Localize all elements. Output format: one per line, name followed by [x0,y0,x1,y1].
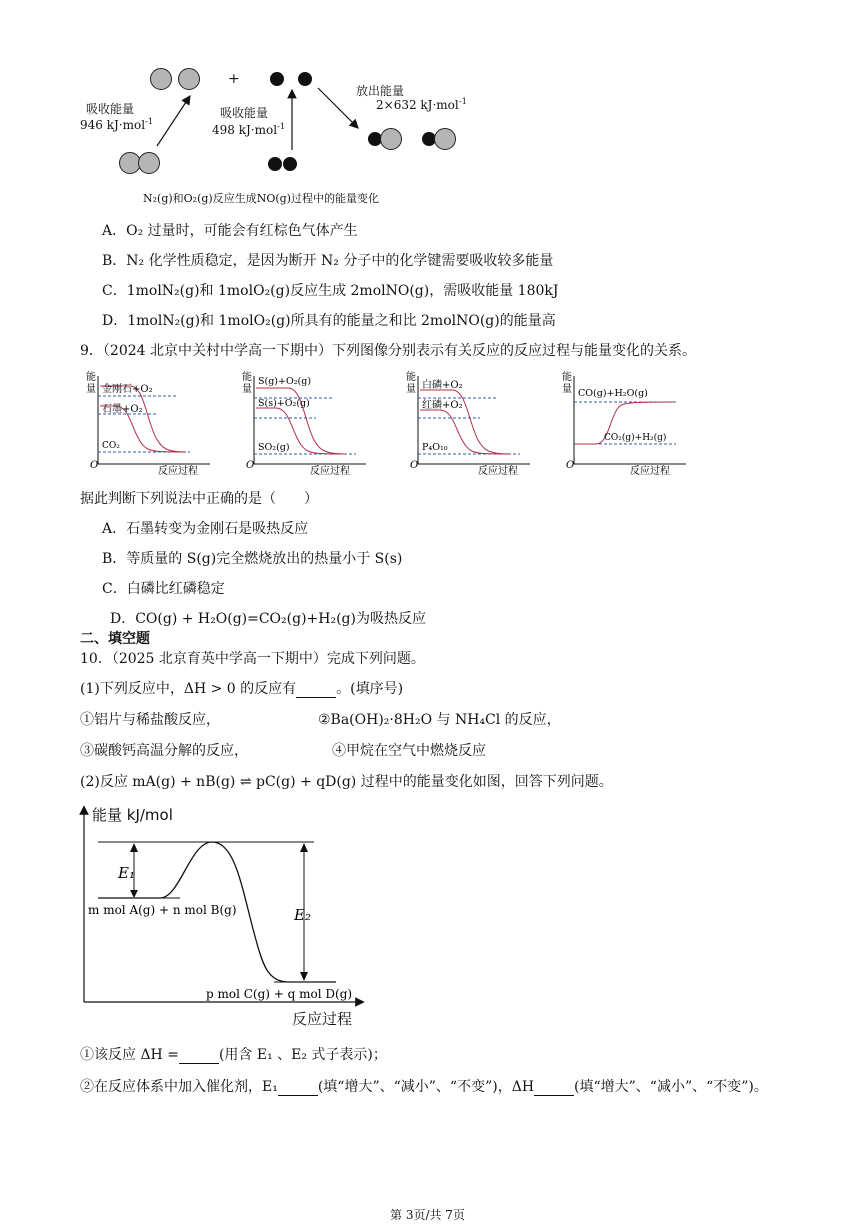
svg-text:反应过程: 反应过程 [630,466,670,476]
q10-item-1: ①铝片与稀盐酸反应， [80,712,220,728]
svg-text:CO₂(g)+H₂(g): CO₂(g)+H₂(g) [604,433,667,443]
q9-chart-3 [400,368,540,480]
plus-sign: + [228,71,240,87]
q9-chart-4 [556,368,696,480]
q10-part1: (1)下列反应中，ΔH > 0 的反应有 。(填序号) [80,681,404,697]
q10-stem: 10．（2025 北京育英中学高一下期中）完成下列问题。 [80,651,425,667]
answer-blank[interactable] [296,683,336,698]
diagram-ylabel: 能量 kJ/mol [92,806,173,824]
arrow-n2-break [157,96,190,146]
svg-text:O: O [246,460,255,471]
svg-text:能: 能 [242,372,252,383]
q10-item-4: ④甲烷在空气中燃烧反应 [332,743,486,759]
q9-option-a: A．石墨转变为金刚石是吸热反应 [102,521,309,537]
svg-text:红磷+O₂: 红磷+O₂ [422,400,463,411]
svg-text:能: 能 [562,372,572,383]
svg-text:白磷+O₂: 白磷+O₂ [422,380,463,391]
q9-judge: 据此判断下列说法中正确的是（ ） [80,491,318,507]
q8-option-b: B．N₂ 化学性质稳定，是因为断开 N₂ 分子中的化学键需要吸收较多能量 [102,253,554,269]
svg-text:O: O [410,460,419,471]
svg-text:量: 量 [406,384,416,395]
svg-text:S(s)+O₂(g): S(s)+O₂(g) [258,398,310,409]
energy-profile-diagram [60,800,380,1036]
svg-text:S(g)+O₂(g): S(g)+O₂(g) [258,376,312,387]
svg-text:能: 能 [406,372,416,383]
q8-option-c: C．1molN₂(g)和 1molO₂(g)反应生成 2molNO(g)，需吸收能量 180kJ [102,283,559,299]
answer-blank[interactable] [179,1049,219,1064]
q9-option-b: B．等质量的 S(g)完全燃烧放出的热量小于 S(s) [102,551,403,567]
reactants-label: m mol A(g) + n mol B(g) [88,903,237,917]
absorb2-label: 吸收能量 [220,106,269,120]
svg-text:SO₂(g): SO₂(g) [258,442,290,453]
svg-text:CO₂: CO₂ [102,441,120,451]
q10-part2: (2)反应 mA(g) + nB(g) ⇌ pC(g) + qD(g) 过程中的能量变化如图，回答下列问题。 [80,774,613,790]
e2-label: E₂ [294,906,311,924]
diagram-xlabel: 反应过程 [292,1010,353,1028]
page-footer: 第 3页/共 7页 [390,1208,465,1222]
svg-text:反应过程: 反应过程 [478,466,518,476]
absorb2-value: 498 kJ·mol$^{-1}$ [212,121,286,137]
svg-text:反应过程: 反应过程 [310,466,350,476]
q8-option-a: A．O₂ 过量时，可能会有红棕色气体产生 [102,223,358,239]
q9-option-d: D．CO(g) + H₂O(g)=CO₂(g)+H₂(g)为吸热反应 [110,611,426,627]
svg-text:CO(g)+H₂O(g): CO(g)+H₂O(g) [578,388,648,399]
q9-stem: 9．（2024 北京中关村中学高一下期中）下列图像分别表示有关反应的反应过程与能量变化的关系。 [80,343,696,359]
svg-text:石墨+O₂: 石墨+O₂ [102,404,143,415]
products-label: p mol C(g) + q mol D(g) [206,987,353,1001]
release-label: 放出能量 [356,84,405,98]
arrow-form-no [318,88,358,128]
q10-item-3: ③碳酸钙高温分解的反应， [80,743,248,759]
chart1-ylabel: 能 [86,372,96,383]
answer-blank[interactable] [278,1081,318,1096]
svg-text:金刚石+O₂: 金刚石+O₂ [102,384,153,395]
section-heading: 二、填空题 [80,631,150,647]
figure-caption: N₂(g)和O₂(g)反应生成NO(g)过程中的能量变化 [143,192,379,205]
svg-text:O: O [566,460,575,471]
e1-label: E₁ [118,864,135,882]
answer-blank[interactable] [534,1081,574,1096]
svg-text:量: 量 [86,384,96,395]
q8-option-d: D．1molN₂(g)和 1molO₂(g)所具有的能量之和比 2molNO(g)的能量高 [102,313,556,329]
absorb1-value: 946 kJ·mol$^{-1}$ [80,116,154,132]
svg-text:反应过程: 反应过程 [158,466,198,476]
q9-chart-1 [80,368,220,480]
q9-option-c: C．白磷比红磷稳定 [102,581,225,597]
svg-text:P₄O₁₀: P₄O₁₀ [422,442,448,453]
q10-sub2: ②在反应体系中加入催化剂，E₁ (填“增大”、“减小”、“不变”)，ΔH (填“增大”、“减小”、“不变”)。 [80,1079,768,1095]
q10-item-2: ②Ba(OH)₂·8H₂O 与 NH₄Cl 的反应， [318,712,561,728]
svg-text:量: 量 [242,384,252,395]
release-value: 2×632 kJ·mol$^{-1}$ [376,96,467,112]
q9-chart-2 [236,368,376,480]
svg-text:量: 量 [562,384,572,395]
q10-sub1: ①该反应 ΔH = (用含 E₁ 、E₂ 式子表示)； [80,1047,387,1063]
absorb1-label: 吸收能量 [86,102,135,116]
svg-text:O: O [90,460,99,471]
